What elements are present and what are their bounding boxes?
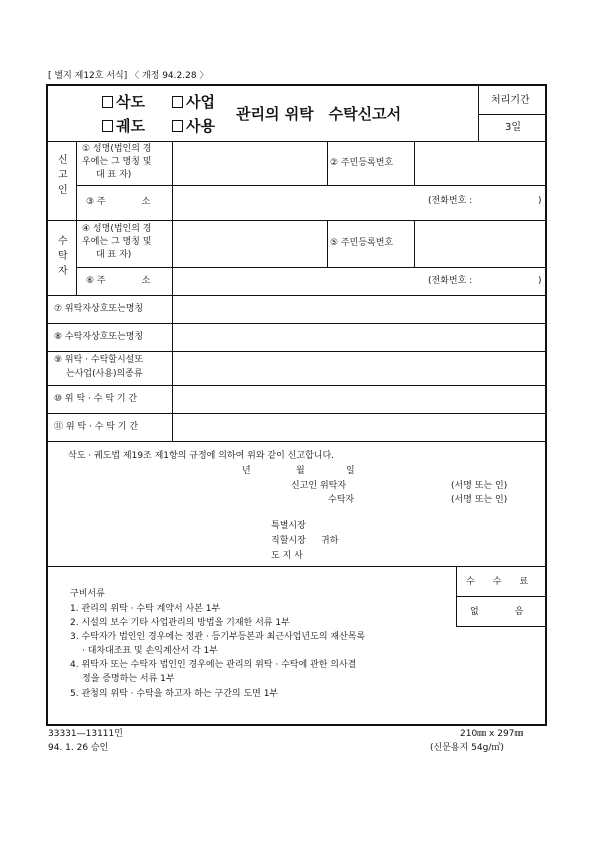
signature-1: (서명 또는 인) [451,481,508,491]
reporter-phone-close: ) [538,196,542,206]
document-item-4: 4. 위탁자 또는 수탁자 법인인 경우에는 관리의 위탁 · 수탁에 관한 의사결 [70,660,357,670]
reporter-label-1: 신 [58,155,68,166]
processing-label: 처리기간 [491,95,530,106]
form-title: 관리의 위탁 수탁신고서 [236,105,402,123]
trustee-phone-close: ) [538,276,542,286]
trustee-name-field[interactable] [174,222,325,265]
reporter-name-label-1: ① 성명(법인의 경 [82,144,152,154]
reporter-id-label: ② 주민등록번호 [330,158,394,168]
fee-label: 수 수 료 [466,577,529,587]
checkbox-gwedo[interactable] [102,120,113,132]
reporter-name-label-3: 대 표 자) [96,170,132,180]
processing-divider [478,84,479,141]
period-label-a: ⑩ 위 탁 · 수 탁 기 간 [54,394,138,404]
reporter-label-2: 고 [58,170,68,181]
trustee-address-field[interactable] [174,269,424,293]
fee-value: 없 음 [470,607,524,617]
processing-value: 3일 [505,122,522,133]
trustee-name-label-1: ④ 성명(법인의 경 [82,224,152,234]
consignor-name-field[interactable] [174,297,544,321]
frame-bottom [46,724,547,726]
form-number: [ 별지 제12호 서식] 〈 개정 94.2.28 〉 [48,71,209,81]
facility-type-label-2: 는사업(사용)의종류 [66,369,143,379]
reporter-address-label: ③ 주 소 [86,197,151,207]
honorific: 귀하 [321,536,339,546]
reporter-name-field[interactable] [174,143,325,183]
checkbox-sakdo[interactable] [102,96,113,108]
trustee-label-2: 탁 [58,251,68,262]
recipient-governor: 도 지 사 [271,551,303,561]
consignor-name-label: ⑦ 위탁자상호또는명칭 [54,304,144,314]
trustee-id-field[interactable] [416,222,544,265]
trustee-phone-label: (전화번호 : [428,276,473,286]
date-month: 월 [296,466,305,476]
trustee-label-3: 자 [58,266,68,277]
frame-left [46,84,48,725]
reporter-id-field[interactable] [416,143,544,183]
option-sakdo: 삭도 [116,93,145,111]
footer-code: 33331—13111민 [48,729,123,739]
facility-type-field[interactable] [174,353,544,383]
period-label-b: ⑪ 위 탁 · 수 탁 기 간 [54,422,139,432]
reporter-address-field[interactable] [174,187,424,218]
option-gwedo: 궤도 [116,117,145,135]
document-item-4-cont: 정을 증명하는 서류 1부 [82,674,175,684]
date-day: 일 [346,466,355,476]
reporter-phone-label: (전화번호 : [428,196,473,206]
document-item-3-cont: · 대차대조표 및 손익계산서 각 1부 [82,646,218,656]
frame-right [545,84,547,725]
footer-paper: (신문용지 54g/㎡) [430,743,504,753]
trustee-name-label-2: 우에는 그 명칭 및 [82,237,152,247]
documents-heading: 구비서류 [70,589,105,599]
frame-top [46,84,547,86]
document-item-1: 1. 관리의 위탁 · 수탁 계약서 사본 1부 [70,604,221,614]
trustee-address-label: ⑥ 주 소 [86,276,151,286]
date-year: 년 [242,466,251,476]
reporter-trustee-line: 수탁자 [328,495,355,505]
footer-size: 210㎜ x 297㎜ [460,729,524,739]
option-use: 사용 [186,117,215,135]
document-item-2: 2. 시설의 보수 기타 사업관리의 방법을 기재한 서류 1부 [70,618,290,628]
period-field-a[interactable] [174,387,544,411]
declaration-statement: 삭도 · 궤도법 제19조 제1항의 규정에 의하여 위와 같이 신고합니다. [68,451,334,461]
trustee-trade-name-label: ⑧ 수탁자상호또는명칭 [54,332,144,342]
signature-2: (서명 또는 인) [451,495,508,505]
option-business: 사업 [186,93,215,111]
facility-type-label-1: ⑨ 위탁 · 수탁할시설또 [54,355,144,365]
trustee-name-label-3: 대 표 자) [96,250,132,260]
trustee-label-1: 수 [58,236,68,247]
trustee-id-label: ⑤ 주민등록번호 [330,238,394,248]
reporter-consignor-line: 신고인 위탁자 [291,481,347,491]
checkbox-business[interactable] [172,96,183,108]
recipient-special-city: 특별시장 [271,521,306,531]
checkbox-use[interactable] [172,120,183,132]
reporter-label-3: 인 [58,185,68,196]
period-field-b[interactable] [174,415,544,439]
document-item-3: 3. 수탁자가 법인인 경우에는 정관 · 등기부등본과 최근사업년도의 재산목록 [70,632,366,642]
footer-approval: 94. 1. 26 승인 [48,743,109,753]
document-item-5: 5. 관청의 위탁 · 수탁을 하고자 하는 구간의 도면 1부 [70,689,279,699]
recipient-direct-city: 직할시장 [271,536,306,546]
trustee-trade-name-field[interactable] [174,325,544,349]
reporter-name-label-2: 우에는 그 명칭 및 [82,157,152,167]
